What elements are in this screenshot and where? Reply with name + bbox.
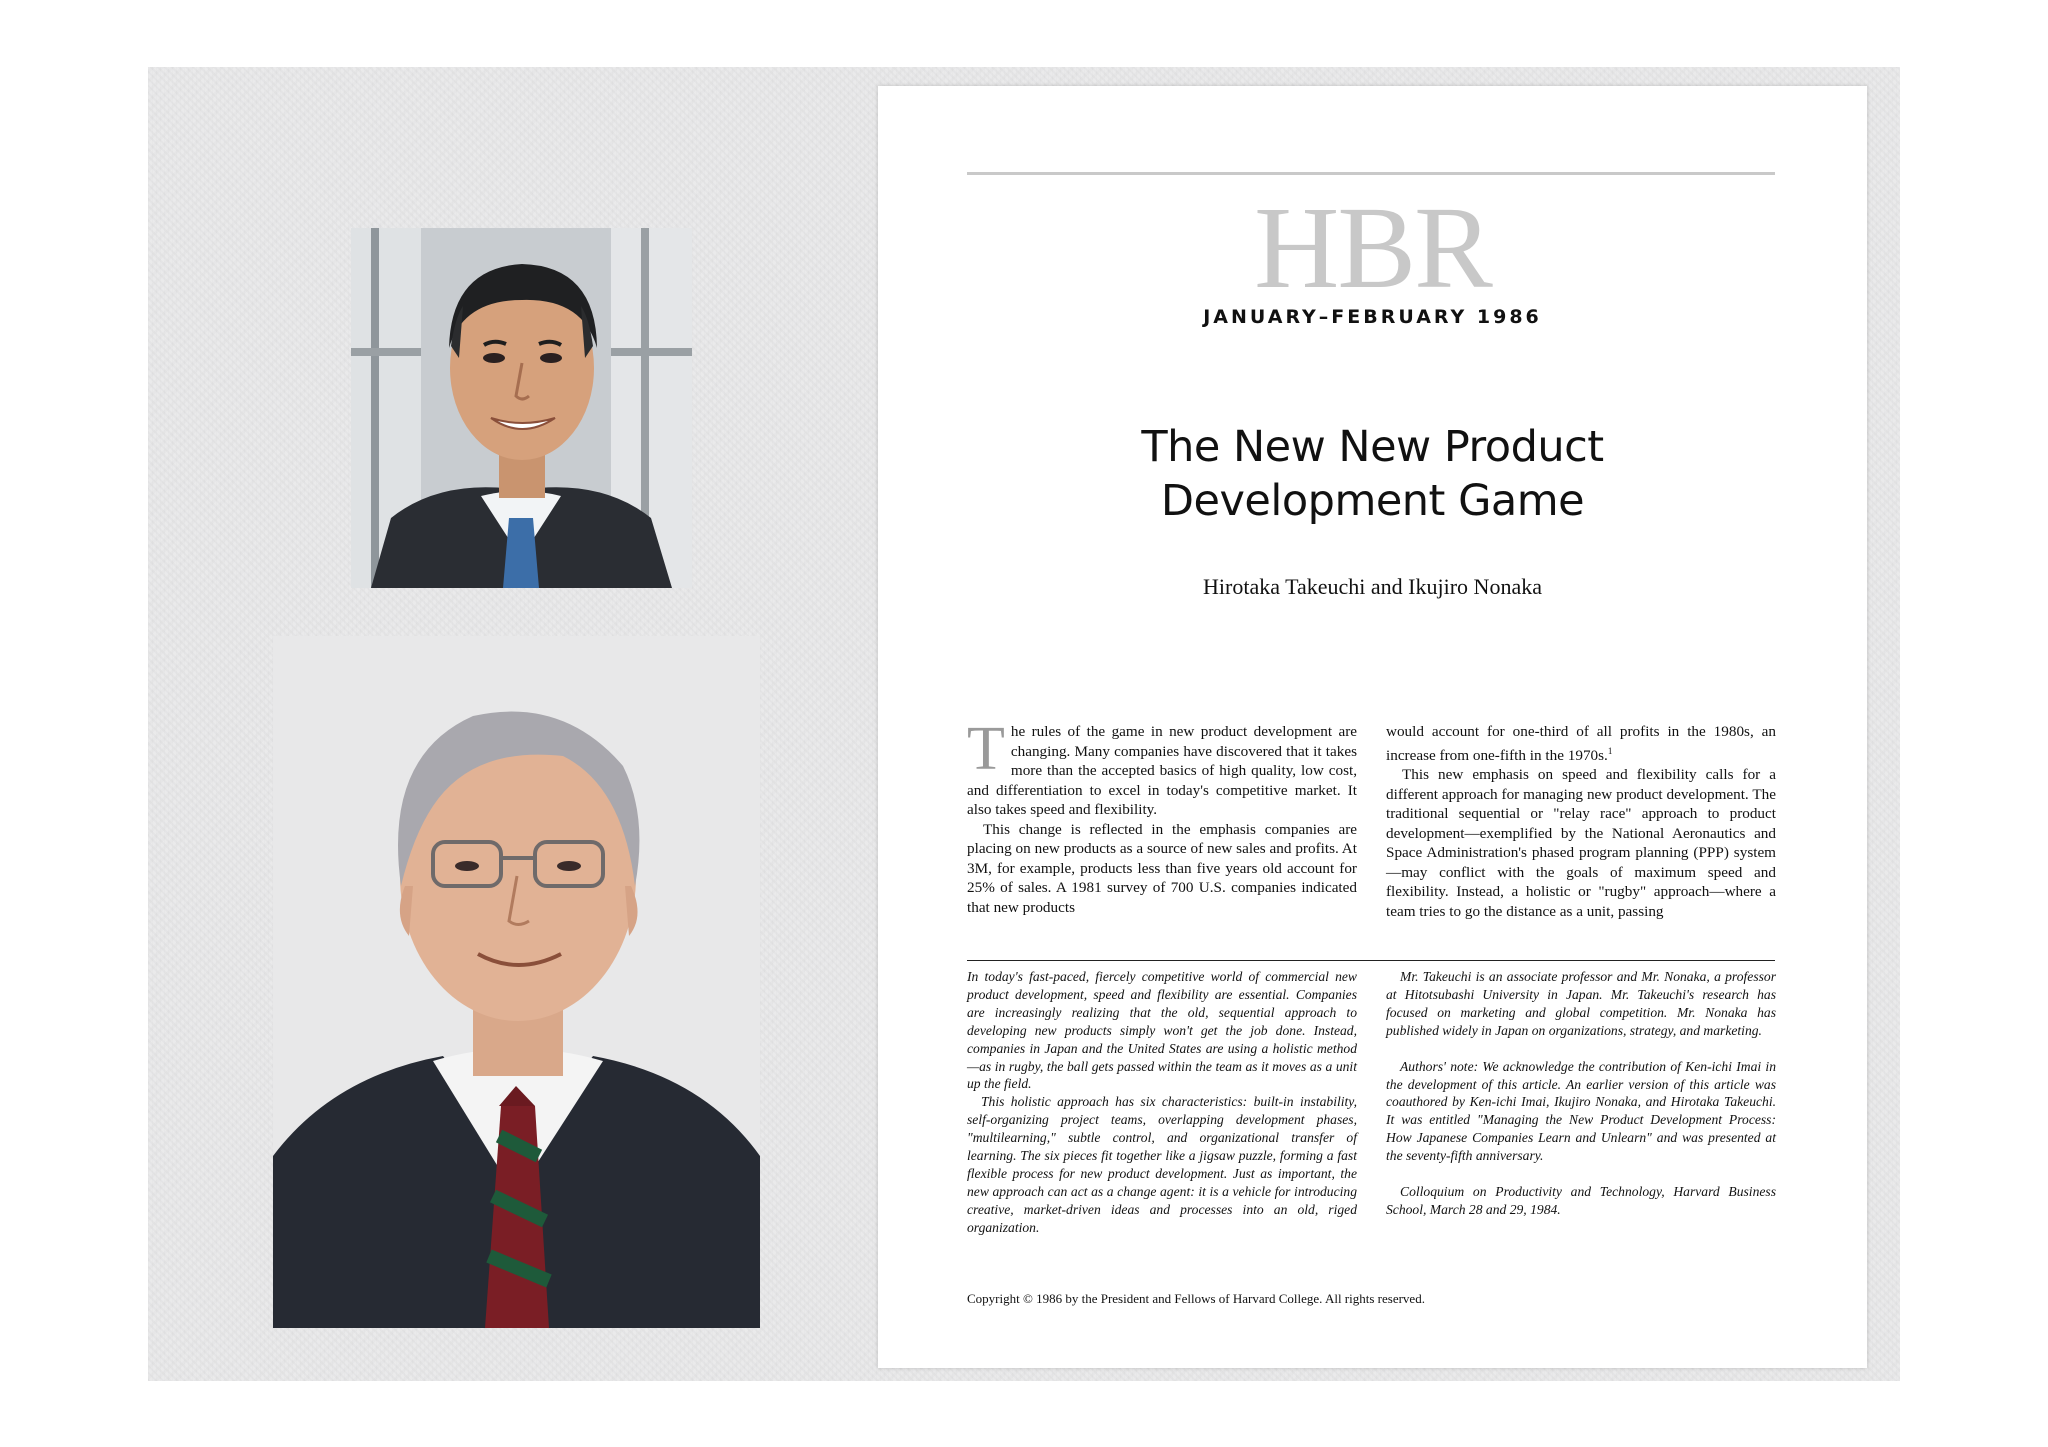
issue-date: JANUARY–FEBRUARY 1986 — [1203, 306, 1542, 328]
author-photo-nonaka — [273, 636, 760, 1328]
footnote-marker: 1 — [1607, 745, 1613, 756]
body-column-left — [967, 715, 1357, 917]
body-paragraph — [1386, 722, 1776, 765]
colloquium-paragraph: Colloquium on Productivity and Technology, Harvard Business School, March 28 and 29, 1984. — [1386, 1184, 1776, 1217]
top-rule — [967, 172, 1775, 175]
body-paragraph: This new emphasis on speed and flexibility calls for a different approach for managing new product development. The traditional sequential or "relay race" approach to product development—exemplified by the National Aeronautics and Space Administration's phased program planning (PPP) system—may conflict with the goals of maximum speed and flexibility. Instead, a holistic or "rugby" approach—where a team tries to go the distance as a unit, passing — [1386, 766, 1776, 920]
body-paragraph — [967, 715, 1357, 820]
author-photo-takeuchi — [351, 228, 692, 588]
body-column-right — [1386, 722, 1776, 921]
body-paragraph-text: he rules of the game in new product development are changing. Many companies have discovered that it takes more than the accepted basics of high quality, low cost, and differentiation to excel in today's competitive market. It also takes speed and flexibility. — [967, 723, 1357, 818]
authors-note-paragraph: Authors' note: We acknowledge the contribution of Ken-ichi Imai in the development of this article. An earlier version of this article was coauthored by Ken-ichi Imai, Ikujiro Nonaka, and Hirotaka Takeuchi. It was entitled "Managing the New Product Development Process: How Japanese Companies Learn and Unlearn" and was presented at the seventy-fifth anniversary. — [1386, 1058, 1776, 1164]
article-page — [878, 86, 1867, 1368]
bio-paragraph: Mr. Takeuchi is an associate professor and Mr. Nonaka, a professor at Hitotsubashi University in Japan. Mr. Takeuchi's research has focused on marketing and global competition. Mr. Nonaka has published widely in Japan on organizations, strategy, and marketing. — [1386, 969, 1776, 1038]
title-line-2: Development Game — [1160, 476, 1585, 526]
masthead-logo: HBR — [1254, 182, 1491, 313]
section-rule — [967, 960, 1775, 961]
article-authors: Hirotaka Takeuchi and Ikujiro Nonaka — [1203, 574, 1542, 599]
body-paragraph-text: would account for one-third of all profits in the 1980s, an increase from one-fifth in the 1970s. — [1386, 723, 1776, 764]
abstract-paragraph: This holistic approach has six characteristics: built-in instability, self-organizing project teams, overlapping development phases, "multilearning," subtle control, and organizational transfer of learning. The six pieces fit together like a jigsaw puzzle, forming a fast flexible process for new product development. Just as important, the new approach can act as a change agent: it is a vehicle for introducing creative, market-driven ideas and processes into an old, riged organization. — [967, 1094, 1357, 1235]
drop-cap: T — [967, 715, 1005, 783]
title-line-1: The New New Product — [1141, 422, 1604, 472]
body-paragraph: This change is reflected in the emphasis companies are placing on new products as a source of new sales and profits. At 3M, for example, products less than five years old account for 25% of sales. A 1981 survey of 700 U.S. companies indicated that new products — [967, 820, 1357, 916]
article-title — [878, 420, 1867, 528]
copyright-notice: Copyright © 1986 by the President and Fellows of Harvard College. All rights reserved. — [967, 1291, 1425, 1306]
abstract-paragraph: In today's fast-paced, fiercely competitive world of commercial new product development, speed and flexibility are essential. Companies are increasingly realizing that the old, sequential approach to developing new products simply won't get the job done. Instead, companies in Japan and the United States are using a holistic method—as in rugby, the ball gets passed within the team as it moves as a unit up the field. — [967, 969, 1357, 1092]
abstract-column — [967, 968, 1357, 1237]
author-bio-column — [1386, 968, 1776, 1219]
